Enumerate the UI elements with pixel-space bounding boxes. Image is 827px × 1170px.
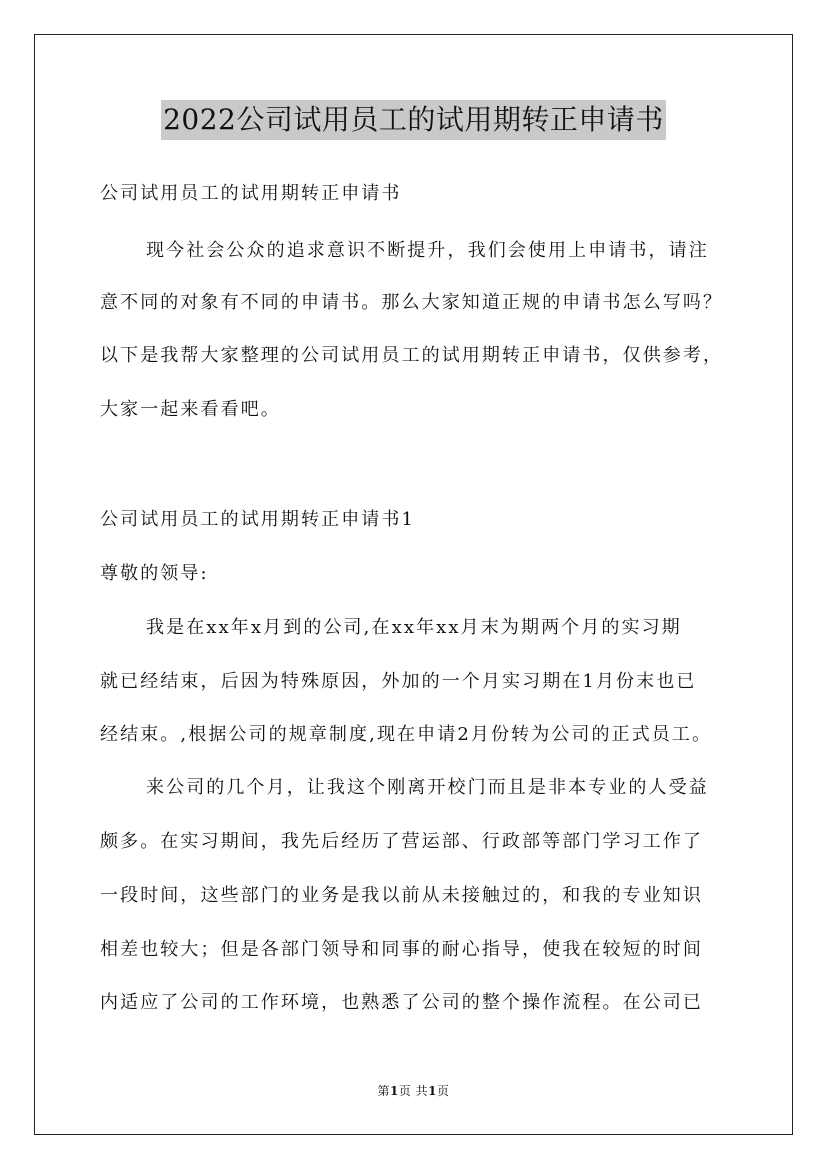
paragraph-line: 经结束。,根据公司的规章制度,现在申请2月份转为公司的正式员工。 bbox=[100, 724, 713, 745]
intro-line: 以下是我帮大家整理的公司试用员工的试用期转正申请书，仅供参考， bbox=[100, 345, 724, 366]
paragraph-line: 内适应了公司的工作环境，也熟悉了公司的整个操作流程。在公司已 bbox=[100, 992, 703, 1013]
paragraph-line: 颇多。在实习期间，我先后经历了营运部、行政部等部门学习工作了 bbox=[100, 831, 703, 852]
subtitle: 公司试用员工的试用期转正申请书 bbox=[100, 183, 402, 204]
footer-mid: 页 共 bbox=[398, 1084, 429, 1098]
footer-page-number: 1 bbox=[389, 1084, 399, 1098]
page-footer bbox=[0, 1083, 827, 1099]
paragraph-line: 一段时间，这些部门的业务是我以前从未接触过的，和我的专业知识 bbox=[100, 885, 703, 906]
intro-line: 大家一起来看看吧。 bbox=[100, 399, 281, 420]
paragraph-line: 相差也较大；但是各部门领导和同事的耐心指导，使我在较短的时间 bbox=[100, 939, 703, 960]
title-container bbox=[0, 100, 827, 140]
paragraph-line: 来公司的几个月，让我这个刚离开校门而且是非本专业的人受益 bbox=[146, 777, 709, 798]
document-title: 2022公司试用员工的试用期转正申请书 bbox=[161, 100, 666, 140]
footer-prefix: 第 bbox=[377, 1084, 390, 1098]
intro-line: 意不同的对象有不同的申请书。那么大家知道正规的申请书怎么写吗？ bbox=[100, 292, 724, 313]
salutation: 尊敬的领导: bbox=[100, 563, 209, 584]
footer-page-total: 1 bbox=[428, 1084, 438, 1098]
paragraph-line: 就已经结束，后因为特殊原因，外加的一个月实习期在1月份末也已 bbox=[100, 671, 697, 692]
section-heading: 公司试用员工的试用期转正申请书1 bbox=[100, 509, 416, 530]
footer-suffix: 页 bbox=[437, 1084, 450, 1098]
paragraph-line: 我是在xx年x月到的公司,在xx年xx月末为期两个月的实习期 bbox=[146, 617, 682, 638]
intro-line: 现今社会公众的追求意识不断提升，我们会使用上申请书，请注 bbox=[146, 240, 709, 261]
